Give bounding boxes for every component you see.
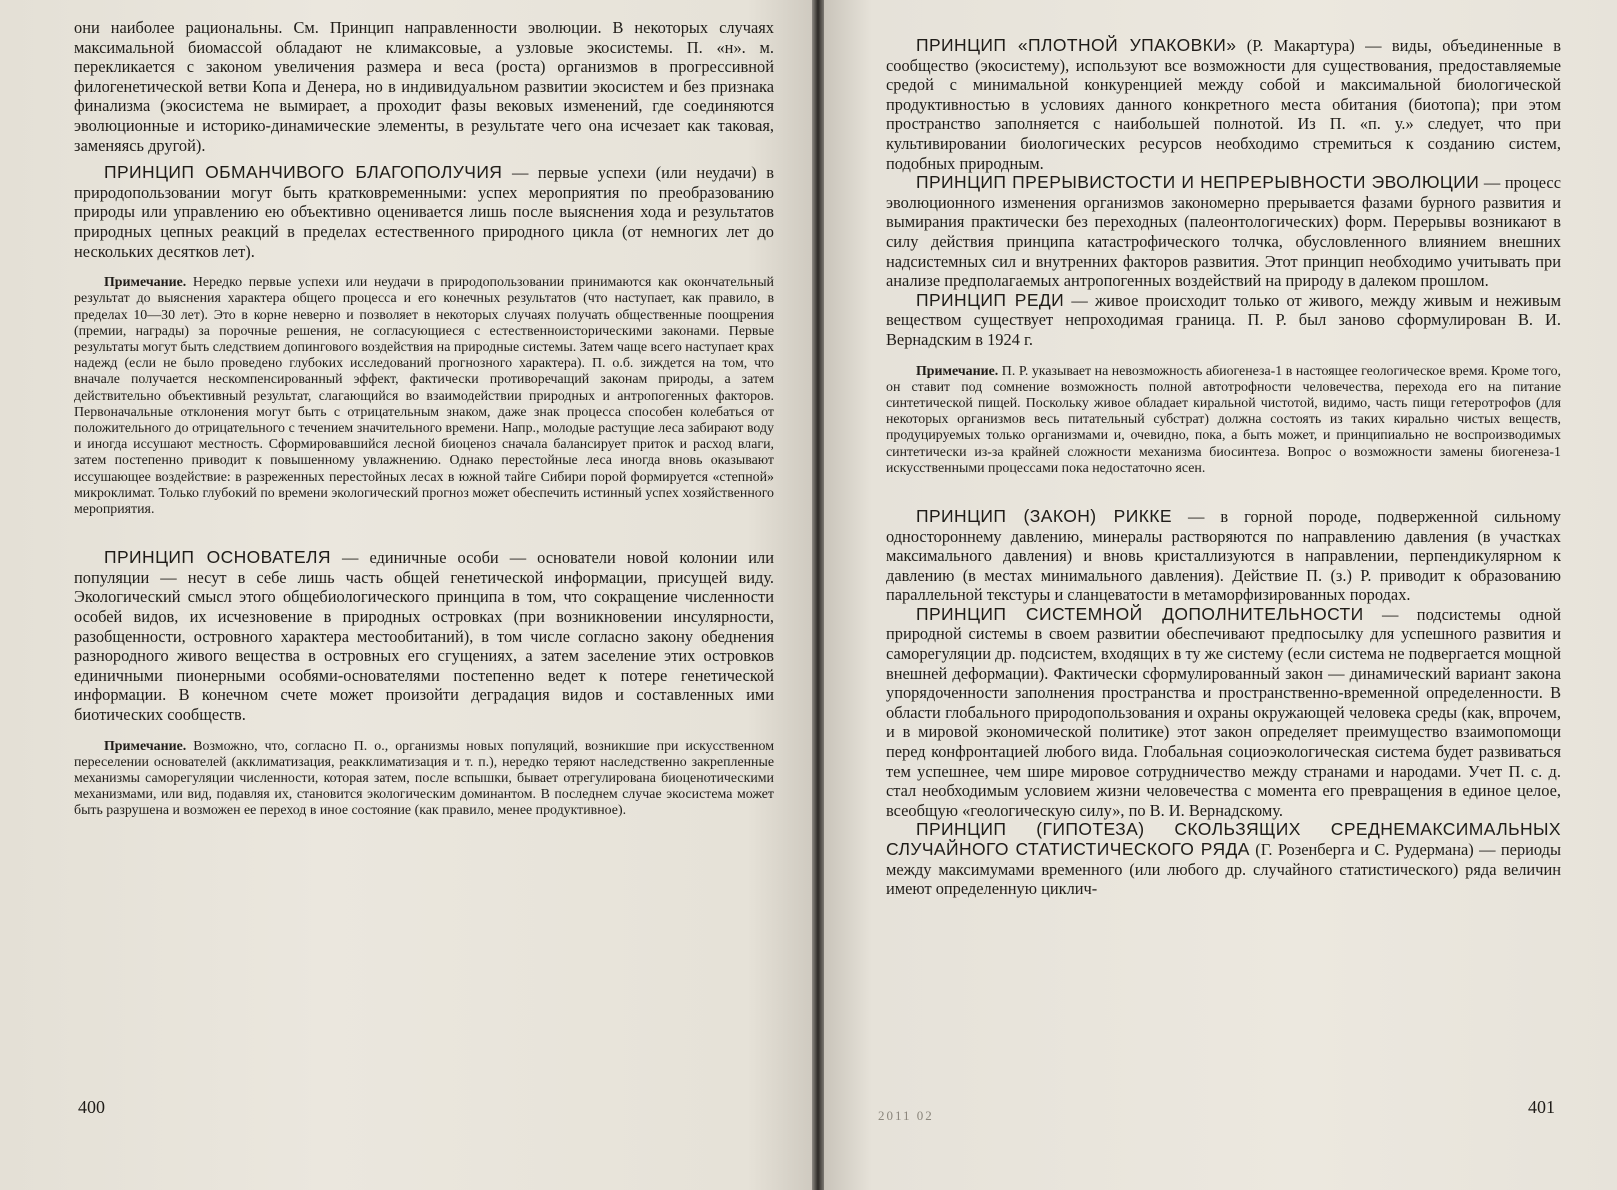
book-gutter <box>812 0 824 1190</box>
page-number-right: 401 <box>1528 1097 1555 1117</box>
right-page <box>824 0 1617 1190</box>
note-text: П. Р. указывает на невозможность абиогенеза-1 в настоящее геологическое время. Кроме того, он ставит под сомнение возможность полной автотрофности человечества, перехода его на питание синтетической пищей. Поскольку живое обладает киральной чистотой, видимо, часть пищи гетеротрофов (для некоторых организмов весь питательный субстрат) должна состоять из таких кирально чистых веществ, продуцируемых только организмами и, очевидно, пока, а быть может, и принципиально не воспроизводимых синтетически из-за крайней сложности механизма биосинтеза. Вопрос о возможности замены биогенеза-1 искусственными процессами пока недостаточно ясен. <box>886 363 1561 476</box>
entry-text: — первые успехи (или неудачи) в природопользовании могут быть кратковременными: успех мероприятия по преобразованию природы или управлению ею объективно оценивается лишь после выяснения хода и результатов природных цепных реакций в пределах естественного природного цикла (от немногих лет до нескольких десятков лет). <box>74 163 774 261</box>
entry-text: — подсистемы одной природной системы в своем развитии обеспечивают предпосылку для успешного развития и саморегуляции др. подсистем, входящих в ту же систему (если система не подвергается мощной внешней деформации). Фактически сформулированный закон — динамический вариант закона упорядоченности заполнения пространства и пространственно-временной определенности. В области глобального природопользования и охраны окружающей человека среды (как, впрочем, и в мировой экономической политике) этот закон определяет преимущество взаимопомощи перед конфронтацией любого вида. Глобальная социоэкологическая система будет развиваться тем успешнее, чем шире мировое сотрудничество между странами и народами. Учет П. с. д. стал необходимым условием жизни человечества с момента его превращения в единое целое, всеобщую «геологическую силу», по В. И. Вернадскому. <box>886 604 1562 820</box>
note-label: Примечание. <box>104 738 187 754</box>
entry-osnovatelya <box>74 548 774 724</box>
note-osnovatelya <box>74 739 774 820</box>
entry-text: (Р. Макартура) — виды, объединенные в сообщество (экосистему), используют все возможности для существования, предоставляемые средой с минимальной конкуренцией между собой и максимальной биологической продуктивностью в условиях данного конкретного места обитания (биотопа); при этом пространство заполняется с наибольшей полнотой. Из П. «п. у.» следует, что при культивировании биологических ресурсов необходимо стремиться к созданию систем, подобных природным. <box>886 36 1561 173</box>
entry-heading: ПРИНЦИП «ПЛОТНОЙ УПАКОВКИ» <box>916 35 1237 55</box>
entry-text: (Г. Розенберга и С. Рудермана) — периоды между максимумами временного (или любого др. случайного статистического) ряда величин имеют определенную циклич- <box>886 840 1561 899</box>
entry-heading: ПРИНЦИП РЕДИ <box>916 289 1065 310</box>
entry-text: — единичные особи — основатели новой колонии или популяции — несут в себе лишь часть общей генетической информации, присущей виду. Экологический смысл этого общебиологического принципа в том, что сокращение численности особей видов, их исчезновение в природных островках (при возникновении инсулярности, разобщенности, островного характера местообитаний), в том числе согласно закону обеднения разнородного живого вещества в островных его сгущениях, а затем заселение этих островков единичными пионерными особями-основателями постепенно ведет к потере генетической информации. В конечном счете может произойти деградация видов и составленных ими биотических сообществ. <box>74 548 775 724</box>
intro-paragraph: они наиболее рациональны. См. Принцип направленности эволюции. В некоторых случаях максимальной биомассой обладают не климаксовые, а узловые экосистемы. П. «н». м. перекликается с законом увеличения размера и веса (роста) организмов в прогрессивной филогенетической ветви Копа и Денера, но в индивидуальном развитии экосистем и без признака финализма (экосистема не вымирает, а проходит фазы вековых изменений, где соединяются эволюционные и историко-динамические элементы, в результате чего она исчезает как таковая, заменяясь другой). <box>74 18 774 155</box>
entry-skolzyashchikh-srednemaksimalnykh <box>886 820 1561 898</box>
note-text: Нередко первые успехи или неудачи в природопользовании принимаются как окончательный результат до выяснения характера общего процесса и его конечных результатов (что наступает, как правило, в пределах 10—30 лет). Это в корне неверно и позволяет в некоторых случаях получать общественные поощрения (премии, награды) за порочные решения, не согласующиеся с естественноисторическими законами. Первые результаты могут быть следствием допингового воздействия на природные системы. Затем чаще всего наступает крах надежд (если не было проведено глубоких исследований прогнозного характера). П. о.б. зиждется на том, что вначале получается нескомпенсированный эффект, фактически противоречащий законам природы, а затем действительно объективный результат, слагающийся во взаимодействии природных и антропогенных факторов. Первоначальные отклонения могут быть с отрицательным знаком, даже знак процесса способен колебаться от положительного до отрицательного с течением значительного времени. Напр., молодые растущие леса забирают воду и иногда иссушают местность. Сформировавшийся лесной биоценоз сначала балансирует приток и расход влаги, затем постепенно приводит к повышенному увлажнению. Однако перестойные леса иногда вновь оказывают иссушающее воздействие: в разреженных перестойных лесах в южной тайге Сибири порой формируется «степной» микроклимат. Только глубокий по времени экологический прогноз может обеспечить истинный успех хозяйственного мероприятия. <box>74 275 774 517</box>
print-code: 2011 02 <box>878 1108 934 1123</box>
entry-plotnoy-upakovki <box>886 36 1561 173</box>
entry-text: — в горной породе, подверженной сильному одностороннему давлению, минералы растворяются по направлению давления (в участках максимального давления) и вновь кристаллизуются в направлении, перпендикулярном к давлению (в местах минимального давления). Действие П. (з.) Р. приводит к образованию параллельной текстуры и сланцеватости в метаморфизированных породах. <box>886 506 1561 605</box>
entry-heading: ПРИНЦИП ПРЕРЫВИСТОСТИ И НЕПРЕРЫВНОСТИ ЭВОЛЮЦИИ <box>916 172 1480 193</box>
page-number-left: 400 <box>78 1097 105 1117</box>
note-redi <box>886 364 1561 477</box>
note-label: Примечание. <box>916 363 999 379</box>
entry-heading: ПРИНЦИП (ЗАКОН) РИККЕ <box>916 505 1172 526</box>
note-obmanchivogo-blagopoluchiya <box>74 275 774 518</box>
entry-obmanchivogo-blagopoluchiya <box>74 163 774 261</box>
entry-heading: ПРИНЦИП ОСНОВАТЕЛЯ <box>104 547 331 568</box>
entry-sistemnoy-dopolnitelnosti <box>886 605 1561 821</box>
note-label: Примечание. <box>104 275 187 291</box>
entry-heading: ПРИНЦИП СИСТЕМНОЙ ДОПОЛНИТЕЛЬНОСТИ <box>916 603 1364 624</box>
entry-text: — процесс эволюционного изменения организмов закономерно прерывается фазами бурного развития и вымирания практически без переходных (палеонтологических) форм. Перерывы возникают в силу действия принципа катастрофического толчка, обусловленного влиянием внешних надсистемных сил и внутренних факторов развития. Этот принцип необходимо учитывать при анализе предполагаемых антропогенных воздействий на природу в далеком прошлом. <box>886 173 1561 291</box>
entry-preryvistosti-evolyucii <box>886 173 1561 291</box>
entry-heading: ПРИНЦИП ОБМАНЧИВОГО БЛАГОПОЛУЧИЯ <box>104 162 503 183</box>
entry-rikke <box>886 507 1561 605</box>
entry-redi <box>886 291 1561 350</box>
entry-text: — живое происходит только от живого, между живым и неживым веществом существует непроходимая граница. П. Р. был заново сформулирован В. И. Вернадским в 1924 г. <box>886 290 1561 349</box>
entry-heading: ПРИНЦИП (ГИПОТЕЗА) СКОЛЬЗЯЩИХ СРЕДНЕМАКСИМАЛЬНЫХ СЛУЧАЙНОГО СТАТИСТИЧЕСКОГО РЯДА <box>886 819 1561 860</box>
note-text: Возможно, что, согласно П. о., организмы новых популяций, возникшие при искусственном переселении основателей (акклиматизация, реакклиматизация и т. п.), нередко теряют наследственно закрепленные механизмы саморегуляции численности, которая затем, после вспышки, бывает отрегулирована биоценотическими механизмами, или вид, подавляя их, становится экологическим доминантом. В последнем случае экосистема может быть разрушена и возможен ее переход в иное состояние (как правило, менее продуктивное). <box>74 738 774 819</box>
